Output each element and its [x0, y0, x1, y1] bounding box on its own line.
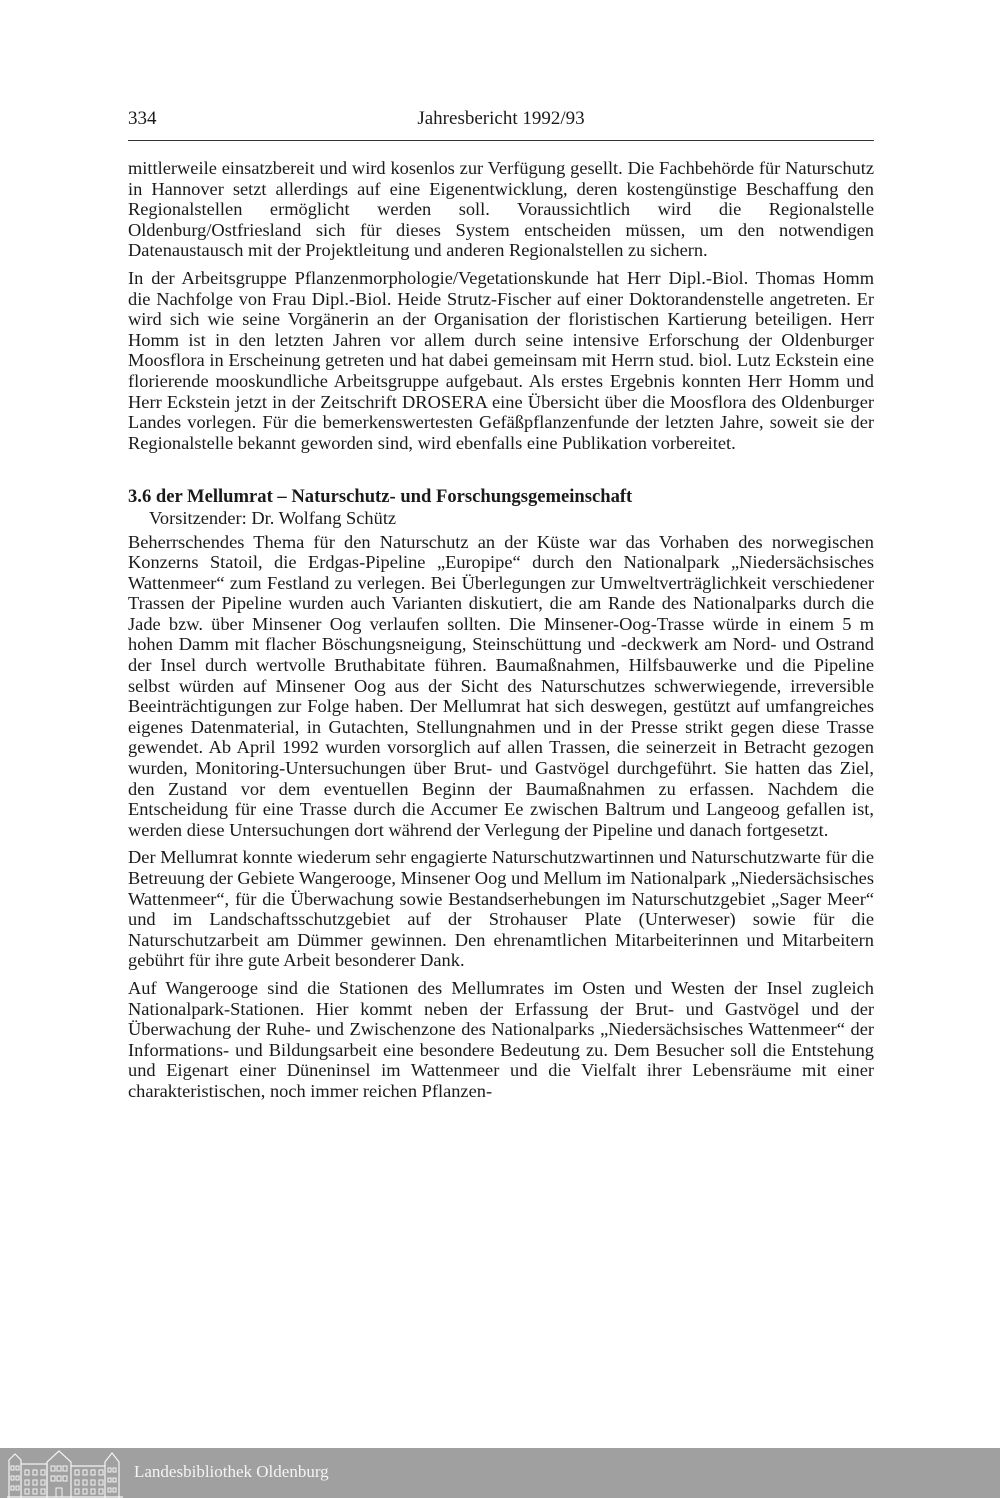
- library-building-icon: [7, 1448, 123, 1498]
- running-title: Jahresbericht 1992/93: [417, 108, 585, 129]
- paragraph: Beherrschendes Thema für den Naturschutz an der Küste war das Vorhaben des norwegischen Konzerns Statoil, die Erdgas-Pipeline „Europipe“ durch den Nationalpark „Niedersächsisches Wattenmeer“ zum Festland zu verlegen. Bei Überlegungen zur Umweltverträglichkeit verschiedener Trassen der Pipeline wurden auch Varianten diskutiert, die am Rande des Nationalparks durch die Jade bzw. über Minsener Oog verlaufen sollten. Die Minsener-Oog-Trasse würde in einem 5 m hohen Damm mit flacher Böschungsneigung, Steinschüttung und -deckwerk am Nord- und Ostrand der Insel durch wertvolle Bruthabitate führen. Baumaßnahmen, Hilfsbauwerke und die Pipeline selbst würden auf Minsener Oog aus der Sicht des Naturschutzes schwerwiegende, irreversible Beeinträchtigungen zur Folge haben. Der Mellumrat hat sich deswegen, gestützt auf umfangreiches eigenes Datenmaterial, in Gutachten, Stellungnahmen und in der Presse strikt gegen diese Trasse gewendet. Ab April 1992 wurden vorsorglich auf allen Trassen, die seinerzeit in Betracht gezogen wurden, Monitoring-Untersuchungen über Brut- und Gastvögel durchgeführt. Sie hatten das Ziel, den Zustand vor dem eventuellen Beginn der Baumaßnahmen zu erfassen. Nachdem die Entscheidung für eine Trasse durch die Accumer Ee zwischen Baltrum und Langeoog gefallen ist, werden diese Untersuchungen dort während der Verlegung der Pipeline und danach fortgesetzt.: [128, 531, 874, 840]
- paragraph: Auf Wangerooge sind die Stationen des Mellumrates im Osten und Westen der Insel zugleich Nationalpark-Stationen. Hier kommt neben der Erfassung der Brut- und Gastvögel und der Überwachung der Ruhe- und Zwischenzone des Nationalparks „Niedersächsisches Wattenmeer“ der Informations- und Bildungsarbeit eine besondere Bedeutung zu. Dem Besucher soll die Entstehung und Eigenart einer Düneninsel im Wattenmeer und die Vielfalt ihrer Lebensräume mit einer charakteristischen, noch immer reichen Pflanzen-: [128, 977, 874, 1101]
- page-number: 334: [128, 108, 157, 129]
- section-heading: 3.6 der Mellumrat – Naturschutz- und Forschungsgemeinschaft: [128, 486, 633, 508]
- section-subtitle: Vorsitzender: Dr. Wolfang Schütz: [149, 507, 397, 528]
- body-text: [128, 158, 874, 1109]
- paragraph: mittlerweile einsatzbereit und wird kosenlos zur Verfügung gesellt. Die Fachbehörde für Naturschutz in Hannover setzt allerdings auf eine Eigenentwicklung, deren kostengünstige Beschaffung den Regionalstellen ermöglicht werden soll. Voraussichtlich wird die Regionalstelle Oldenburg/Ostfriesland sich für dieses System entscheiden müssen, um den notwendigen Datenaustausch mit der Projektleitung und anderen Regionalstellen zu sichern.: [128, 158, 874, 261]
- footer-bar: [0, 1448, 1000, 1498]
- page-header: [128, 106, 874, 141]
- footer-label: Landesbibliothek Oldenburg: [134, 1462, 329, 1481]
- paragraph: In der Arbeitsgruppe Pflanzenmorphologie/Vegetationskunde hat Herr Dipl.-Biol. Thomas Homm die Nachfolge von Frau Dipl.-Biol. Heide Strutz-Fischer auf einer Doktorandenstelle angetreten. Er wird sich wie seine Vorgänerin an der Organisation der floristischen Kartierung beteiligen. Herr Homm ist in den letzten Jahren vor allem durch seine intensive Erforschung der Oldenburger Moosflora in Erscheinung getreten und hat dabei gemeinsam mit Herrn stud. biol. Lutz Eckstein eine florierende mooskundliche Arbeitsgruppe aufgebaut. Als erstes Ergebnis konnten Herr Homm und Herr Eckstein jetzt in der Zeitschrift DROSERA eine Übersicht über die Moosflora des Oldenburger Landes vorlegen. Für die bemerkenswertesten Gefäßpflanzenfunde der letzten Jahre, soweit sie der Regionalstelle bekannt geworden sind, wird ebenfalls eine Publikation vorbereitet.: [128, 267, 874, 453]
- paragraph: Der Mellumrat konnte wiederum sehr engagierte Naturschutzwartinnen und Naturschutzwarte für die Betreuung der Gebiete Wangerooge, Minsener Oog und Mellum im Nationalpark „Niedersächsisches Wattenmeer“, für die Überwachung sowie Bestandserhebungen im Naturschutzgebiet „Sager Meer“ und im Landschaftsschutzgebiet auf der Strohauser Plate (Unterweser) sowie für die Naturschutzarbeit am Dümmer gewinnen. Den ehrenamtlichen Mitarbeiterinnen und Mitarbeitern gebührt für ihre gute Arbeit besonderer Dank.: [128, 847, 874, 971]
